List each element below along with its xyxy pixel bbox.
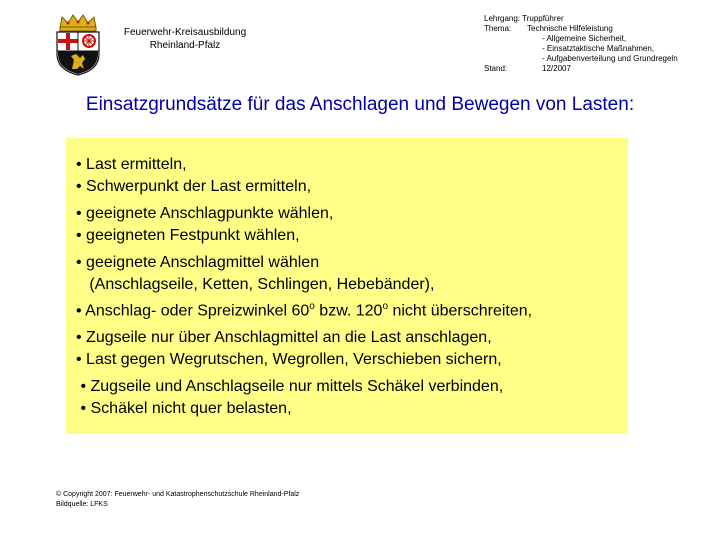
- thema-row: [484, 24, 678, 34]
- bullet-item: • Schwerpunkt der Last ermitteln,: [76, 178, 312, 195]
- page-title: Einsatzgrundsätze für das Anschlagen und Bewegen von Lasten:: [85, 94, 635, 115]
- organization-name: [110, 26, 260, 52]
- bullet-list: [76, 154, 532, 420]
- thema-item: - Aufgabenverteilung und Grundregeln: [542, 54, 678, 63]
- stand-value: 12/2007: [542, 64, 571, 73]
- course-meta: [484, 14, 678, 74]
- bullet-text: bzw. 120: [314, 302, 383, 320]
- thema-label: Thema:: [484, 24, 512, 33]
- bullet-item: • geeignete Anschlagmittel wählen: [76, 254, 320, 271]
- lehrgang-value: Truppführer: [522, 14, 564, 23]
- lehrgang-label: Lehrgang:: [484, 14, 521, 23]
- org-line-2: Rheinland-Pfalz: [149, 40, 221, 51]
- bullet-item: • geeignete Anschlagpunkte wählen,: [76, 205, 334, 222]
- rhineland-palatinate-crest-icon: [52, 14, 104, 76]
- thema-item: - Allgemeine Sicherheit,: [542, 34, 627, 43]
- bullet-item-continuation: (Anschlagseile, Ketten, Schlingen, Hebebänder),: [76, 276, 435, 293]
- lehrgang-row: [484, 14, 678, 24]
- copyright-text: © Copyright 2007: Feuerwehr- und Katastrophenschutzschule Rheinland-Pfalz: [56, 491, 300, 498]
- bullet-item: • Schäkel nicht quer belasten,: [76, 400, 292, 418]
- thema-item: - Einsatztaktische Maßnahmen,: [542, 44, 655, 53]
- degree-mark: o: [309, 301, 315, 312]
- bullet-item: • Last gegen Wegrutschen, Wegrollen, Verschieben sichern,: [76, 351, 502, 369]
- thema-item-row: [484, 54, 678, 64]
- bullet-text: • Anschlag- oder Spreizwinkel 60: [76, 302, 310, 320]
- image-source-text: Bildquelle: LFKS: [56, 501, 108, 508]
- degree-mark: o: [382, 301, 389, 312]
- bullet-item: • Last ermitteln,: [76, 156, 187, 173]
- stand-label: Stand:: [484, 64, 508, 73]
- org-line-1: Feuerwehr-Kreisausbildung: [123, 27, 247, 38]
- thema-value: Technische Hilfeleistung: [527, 24, 613, 33]
- stand-row: [484, 64, 678, 74]
- bullet-item: • geeigneten Festpunkt wählen,: [76, 227, 300, 244]
- footer: [56, 490, 299, 510]
- bullet-item: • Zugseile nur über Anschlagmittel an die Last anschlagen,: [76, 329, 492, 347]
- bullet-text: nicht überschreiten,: [388, 302, 533, 320]
- bullet-item: [76, 296, 532, 322]
- bullet-item: • Zugseile und Anschlagseile nur mittels Schäkel verbinden,: [76, 378, 504, 396]
